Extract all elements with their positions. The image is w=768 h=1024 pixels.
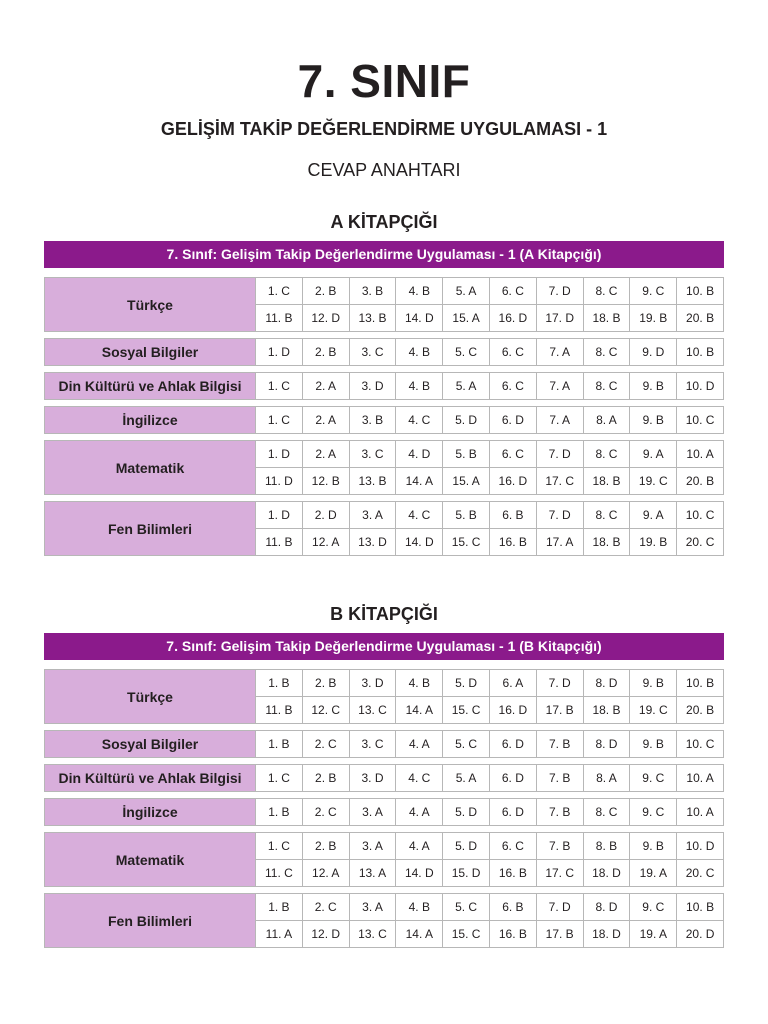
answer-cell: 9. C bbox=[629, 894, 676, 920]
subject-name: Sosyal Bilgiler bbox=[45, 731, 256, 757]
answer-cell: 19. A bbox=[629, 860, 676, 886]
answer-cell: 4. A bbox=[395, 799, 442, 825]
subject-name: Sosyal Bilgiler bbox=[45, 339, 256, 365]
answer-cell: 4. B bbox=[395, 339, 442, 365]
subject-name: Din Kültürü ve Ahlak Bilgisi bbox=[45, 373, 256, 399]
subject-name: İngilizce bbox=[45, 407, 256, 433]
answer-grid bbox=[256, 339, 723, 365]
answer-cell: 13. C bbox=[349, 921, 396, 947]
answer-cell: 11. B bbox=[265, 311, 293, 325]
answer-row bbox=[256, 373, 723, 399]
answer-row bbox=[256, 731, 723, 757]
answer-cell: 2. D bbox=[302, 502, 349, 528]
answer-cell: 14. D bbox=[395, 860, 442, 886]
answer-cell: 19. A bbox=[629, 921, 676, 947]
answer-cell: 5. C bbox=[442, 894, 489, 920]
answer-cell: 6. C bbox=[489, 441, 536, 467]
answer-cell: 10. C bbox=[676, 731, 723, 757]
answer-cell: 1. C bbox=[267, 771, 290, 785]
answer-cell: 17. B bbox=[536, 921, 583, 947]
answer-cell: 20. C bbox=[676, 529, 723, 555]
subject-block bbox=[44, 372, 724, 400]
answer-cell: 16. B bbox=[489, 529, 536, 555]
answer-cell: 10. B bbox=[676, 339, 723, 365]
answer-cell: 7. D bbox=[536, 441, 583, 467]
answer-cell: 13. B bbox=[349, 305, 396, 331]
answer-row bbox=[256, 528, 723, 555]
answer-cell: 18. B bbox=[583, 529, 630, 555]
answer-cell: 3. D bbox=[349, 373, 396, 399]
answer-cell: 6. D bbox=[489, 765, 536, 791]
answer-cell: 1. D bbox=[267, 508, 290, 522]
answer-cell: 3. D bbox=[349, 670, 396, 696]
subject-block bbox=[44, 501, 724, 556]
answer-row bbox=[256, 920, 723, 947]
answer-cell: 3. C bbox=[349, 731, 396, 757]
answer-cell: 6. B bbox=[489, 502, 536, 528]
answer-cell: 6. C bbox=[489, 833, 536, 859]
answer-cell: 5. D bbox=[442, 407, 489, 433]
answer-cell: 8. A bbox=[583, 407, 630, 433]
subject-block bbox=[44, 798, 724, 826]
subject-block bbox=[44, 406, 724, 434]
answer-cell: 1. C bbox=[267, 413, 290, 427]
answer-cell: 8. C bbox=[583, 278, 630, 304]
answer-row bbox=[256, 799, 723, 825]
answer-cell: 5. C bbox=[442, 339, 489, 365]
answer-cell: 7. D bbox=[536, 502, 583, 528]
answer-cell: 19. B bbox=[629, 529, 676, 555]
answer-cell: 12. B bbox=[302, 468, 349, 494]
answer-cell: 9. B bbox=[629, 373, 676, 399]
answer-cell: 5. C bbox=[442, 731, 489, 757]
answer-cell: 7. A bbox=[536, 373, 583, 399]
answer-cell: 1. B bbox=[268, 805, 290, 819]
answer-cell: 5. B bbox=[442, 502, 489, 528]
answer-cell: 12. D bbox=[302, 921, 349, 947]
answer-row bbox=[256, 833, 723, 859]
answer-cell: 17. C bbox=[536, 860, 583, 886]
answer-cell: 9. B bbox=[629, 731, 676, 757]
answer-grid bbox=[256, 833, 723, 886]
answer-cell: 2. B bbox=[302, 278, 349, 304]
answer-cell: 7. D bbox=[536, 894, 583, 920]
answer-cell: 12. A bbox=[302, 529, 349, 555]
answer-cell: 4. B bbox=[395, 894, 442, 920]
subject-name: İngilizce bbox=[45, 799, 256, 825]
answer-cell: 4. D bbox=[395, 441, 442, 467]
answer-cell: 8. C bbox=[583, 502, 630, 528]
answer-cell: 17. D bbox=[536, 305, 583, 331]
answer-cell: 3. D bbox=[349, 765, 396, 791]
answer-cell: 12. A bbox=[302, 860, 349, 886]
answer-cell: 3. B bbox=[349, 407, 396, 433]
subject-block bbox=[44, 277, 724, 332]
answer-cell: 10. C bbox=[676, 502, 723, 528]
answer-cell: 6. B bbox=[489, 894, 536, 920]
answer-row bbox=[256, 278, 723, 304]
subject-block bbox=[44, 764, 724, 792]
answer-cell: 5. B bbox=[442, 441, 489, 467]
answer-row bbox=[256, 696, 723, 723]
answer-grid bbox=[256, 731, 723, 757]
answer-cell: 20. B bbox=[676, 697, 723, 723]
answer-cell: 14. A bbox=[395, 468, 442, 494]
answer-cell: 20. D bbox=[676, 921, 723, 947]
answer-cell: 4. C bbox=[395, 407, 442, 433]
answer-cell: 15. C bbox=[442, 697, 489, 723]
answer-cell: 1. D bbox=[267, 447, 290, 461]
answer-row bbox=[256, 467, 723, 494]
answer-cell: 9. B bbox=[629, 670, 676, 696]
answer-cell: 3. A bbox=[349, 799, 396, 825]
answer-cell: 16. D bbox=[489, 697, 536, 723]
answer-cell: 7. B bbox=[536, 799, 583, 825]
answer-cell: 10. A bbox=[676, 799, 723, 825]
subject-name: Matematik bbox=[45, 833, 256, 886]
answer-cell: 2. C bbox=[302, 731, 349, 757]
answer-grid bbox=[256, 502, 723, 555]
answer-cell: 9. C bbox=[629, 799, 676, 825]
answer-grid bbox=[256, 894, 723, 947]
answer-cell: 12. C bbox=[302, 697, 349, 723]
answer-cell: 5. A bbox=[442, 278, 489, 304]
answer-cell: 18. D bbox=[583, 921, 630, 947]
answer-cell: 7. A bbox=[536, 407, 583, 433]
answer-cell: 16. D bbox=[489, 305, 536, 331]
answer-cell: 7. B bbox=[536, 765, 583, 791]
answer-cell: 6. D bbox=[489, 731, 536, 757]
answer-cell: 14. D bbox=[395, 305, 442, 331]
answer-cell: 4. A bbox=[395, 833, 442, 859]
answer-cell: 20. B bbox=[676, 468, 723, 494]
answer-cell: 11. A bbox=[265, 927, 293, 941]
answer-row bbox=[256, 304, 723, 331]
subject-block bbox=[44, 832, 724, 887]
answer-cell: 14. A bbox=[395, 697, 442, 723]
answer-cell: 7. D bbox=[536, 278, 583, 304]
answer-cell: 9. B bbox=[629, 833, 676, 859]
answer-cell: 10. D bbox=[676, 833, 723, 859]
answer-grid bbox=[256, 670, 723, 723]
answer-cell: 9. C bbox=[629, 278, 676, 304]
answer-cell: 2. B bbox=[302, 833, 349, 859]
answer-cell: 19. C bbox=[629, 697, 676, 723]
answer-cell: 8. D bbox=[583, 894, 630, 920]
subject-name: Türkçe bbox=[45, 278, 256, 331]
subject-name: Fen Bilimleri bbox=[45, 894, 256, 947]
answer-cell: 6. A bbox=[489, 670, 536, 696]
answer-cell: 15. A bbox=[442, 305, 489, 331]
answer-cell: 13. B bbox=[349, 468, 396, 494]
answer-cell: 10. B bbox=[676, 894, 723, 920]
booklet-b bbox=[44, 603, 724, 954]
answer-row bbox=[256, 859, 723, 886]
answer-cell: 4. A bbox=[395, 731, 442, 757]
answer-cell: 10. D bbox=[676, 373, 723, 399]
answer-grid bbox=[256, 765, 723, 791]
booklet-a bbox=[44, 211, 724, 562]
answer-grid bbox=[256, 407, 723, 433]
answer-cell: 17. B bbox=[536, 697, 583, 723]
answer-cell: 3. B bbox=[349, 278, 396, 304]
answer-cell: 19. C bbox=[629, 468, 676, 494]
subject-name: Türkçe bbox=[45, 670, 256, 723]
answer-cell: 7. D bbox=[536, 670, 583, 696]
answer-cell: 10. A bbox=[676, 441, 723, 467]
answer-cell: 16. B bbox=[489, 860, 536, 886]
answer-cell: 2. B bbox=[302, 670, 349, 696]
booklet-heading: B KİTAPÇIĞI bbox=[330, 604, 438, 624]
table-banner: 7. Sınıf: Gelişim Takip Değerlendirme Uygulaması - 1 (A Kitapçığı) bbox=[44, 241, 724, 268]
answer-cell: 5. A bbox=[442, 765, 489, 791]
answer-cell: 1. B bbox=[268, 676, 290, 690]
answer-cell: 8. C bbox=[583, 373, 630, 399]
answer-cell: 10. C bbox=[676, 407, 723, 433]
answer-cell: 15. D bbox=[442, 860, 489, 886]
answer-grid bbox=[256, 278, 723, 331]
answer-cell: 8. D bbox=[583, 731, 630, 757]
answer-cell: 2. B bbox=[302, 339, 349, 365]
answer-cell: 14. D bbox=[395, 529, 442, 555]
answer-cell: 8. C bbox=[583, 339, 630, 365]
answer-cell: 5. D bbox=[442, 833, 489, 859]
answer-cell: 3. C bbox=[349, 441, 396, 467]
answer-cell: 15. C bbox=[442, 529, 489, 555]
answer-cell: 16. D bbox=[489, 468, 536, 494]
answer-cell: 20. B bbox=[676, 305, 723, 331]
answer-cell: 3. C bbox=[349, 339, 396, 365]
answer-cell: 10. B bbox=[676, 278, 723, 304]
answer-cell: 10. A bbox=[676, 765, 723, 791]
answer-key-label: CEVAP ANAHTARI bbox=[307, 160, 461, 180]
page-subtitle: GELİŞİM TAKİP DEĞERLENDİRME UYGULAMASI - 1 bbox=[160, 119, 608, 139]
answer-cell: 4. B bbox=[395, 670, 442, 696]
subject-block bbox=[44, 893, 724, 948]
answer-cell: 8. D bbox=[583, 670, 630, 696]
answer-cell: 7. A bbox=[536, 339, 583, 365]
answer-cell: 6. D bbox=[489, 799, 536, 825]
answer-cell: 9. D bbox=[629, 339, 676, 365]
answer-row bbox=[256, 407, 723, 433]
subject-block bbox=[44, 338, 724, 366]
answer-cell: 20. C bbox=[676, 860, 723, 886]
answer-cell: 2. C bbox=[302, 799, 349, 825]
answer-cell: 2. A bbox=[302, 373, 349, 399]
answer-cell: 1. B bbox=[268, 900, 290, 914]
subject-name: Din Kültürü ve Ahlak Bilgisi bbox=[45, 765, 256, 791]
answer-cell: 11. C bbox=[265, 866, 293, 880]
answer-cell: 11. B bbox=[265, 703, 293, 717]
answer-cell: 1. C bbox=[267, 284, 290, 298]
subject-name: Matematik bbox=[45, 441, 256, 494]
answer-cell: 13. C bbox=[349, 697, 396, 723]
answer-cell: 9. A bbox=[629, 441, 676, 467]
answer-cell: 2. A bbox=[302, 407, 349, 433]
answer-cell: 3. A bbox=[349, 502, 396, 528]
answer-grid bbox=[256, 799, 723, 825]
answer-cell: 1. C bbox=[267, 839, 290, 853]
answer-grid bbox=[256, 373, 723, 399]
answer-cell: 18. B bbox=[583, 305, 630, 331]
answer-cell: 12. D bbox=[302, 305, 349, 331]
answer-cell: 6. D bbox=[489, 407, 536, 433]
answer-cell: 2. C bbox=[302, 894, 349, 920]
answer-grid bbox=[256, 441, 723, 494]
answer-cell: 16. B bbox=[489, 921, 536, 947]
answer-cell: 1. B bbox=[268, 737, 290, 751]
answer-cell: 13. A bbox=[349, 860, 396, 886]
answer-cell: 9. C bbox=[629, 765, 676, 791]
answer-cell: 6. C bbox=[489, 373, 536, 399]
answer-cell: 1. D bbox=[267, 345, 290, 359]
answer-cell: 11. B bbox=[265, 535, 293, 549]
answer-cell: 6. C bbox=[489, 339, 536, 365]
answer-row bbox=[256, 502, 723, 528]
answer-cell: 2. A bbox=[302, 441, 349, 467]
answer-cell: 18. B bbox=[583, 468, 630, 494]
answer-cell: 5. D bbox=[442, 670, 489, 696]
answer-cell: 8. B bbox=[583, 833, 630, 859]
answer-cell: 1. C bbox=[267, 379, 290, 393]
booklet-heading: A KİTAPÇIĞI bbox=[330, 212, 438, 232]
table-banner: 7. Sınıf: Gelişim Takip Değerlendirme Uygulaması - 1 (B Kitapçığı) bbox=[44, 633, 724, 660]
answer-cell: 2. B bbox=[302, 765, 349, 791]
answer-cell: 5. A bbox=[442, 373, 489, 399]
answer-cell: 15. A bbox=[442, 468, 489, 494]
page-title: 7. SINIF bbox=[297, 55, 471, 107]
answer-cell: 9. B bbox=[629, 407, 676, 433]
answer-cell: 8. A bbox=[583, 765, 630, 791]
answer-cell: 17. C bbox=[536, 468, 583, 494]
answer-cell: 9. A bbox=[629, 502, 676, 528]
answer-cell: 18. B bbox=[583, 697, 630, 723]
answer-row bbox=[256, 441, 723, 467]
answer-cell: 4. C bbox=[395, 765, 442, 791]
answer-cell: 7. B bbox=[536, 833, 583, 859]
subject-name: Fen Bilimleri bbox=[45, 502, 256, 555]
answer-row bbox=[256, 339, 723, 365]
answer-cell: 4. C bbox=[395, 502, 442, 528]
answer-cell: 15. C bbox=[442, 921, 489, 947]
subject-block bbox=[44, 669, 724, 724]
answer-cell: 13. D bbox=[349, 529, 396, 555]
answer-cell: 3. A bbox=[349, 894, 396, 920]
answer-cell: 10. B bbox=[676, 670, 723, 696]
answer-cell: 14. A bbox=[395, 921, 442, 947]
answer-cell: 19. B bbox=[629, 305, 676, 331]
answer-row bbox=[256, 765, 723, 791]
answer-cell: 6. C bbox=[489, 278, 536, 304]
answer-cell: 8. C bbox=[583, 441, 630, 467]
answer-cell: 8. C bbox=[583, 799, 630, 825]
answer-cell: 4. B bbox=[395, 278, 442, 304]
answer-cell: 18. D bbox=[583, 860, 630, 886]
subject-block bbox=[44, 730, 724, 758]
answer-cell: 5. D bbox=[442, 799, 489, 825]
answer-cell: 11. D bbox=[265, 474, 293, 488]
answer-row bbox=[256, 894, 723, 920]
subject-block bbox=[44, 440, 724, 495]
answer-cell: 3. A bbox=[349, 833, 396, 859]
answer-cell: 4. B bbox=[395, 373, 442, 399]
answer-row bbox=[256, 670, 723, 696]
answer-cell: 17. A bbox=[536, 529, 583, 555]
answer-cell: 7. B bbox=[536, 731, 583, 757]
